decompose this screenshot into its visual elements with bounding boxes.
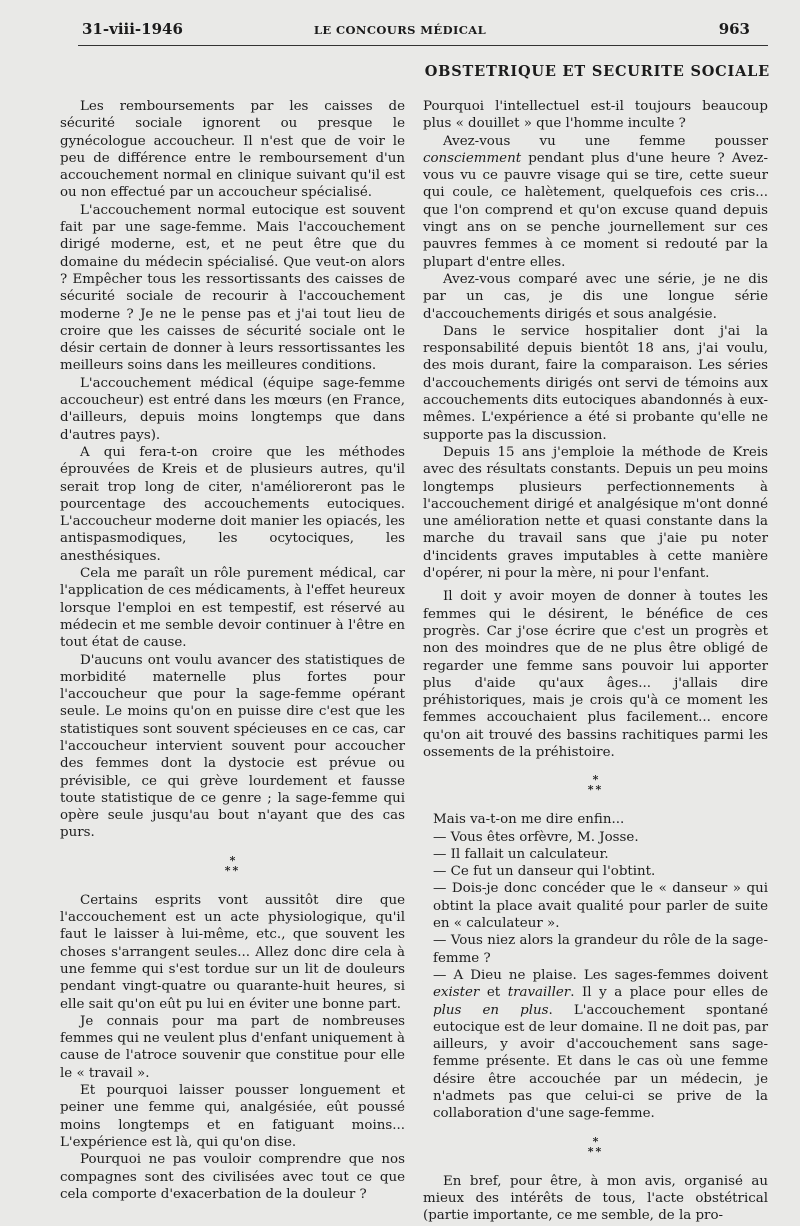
right-column	[423, 98, 768, 1225]
header-date: 31-viii-1946	[82, 20, 183, 38]
paragraph: Avez-vous vu une femme pousser consciemment pendant plus d'une heure ? Avez-vous vu ce pauvre visage qui se tire, cette sueur qui coule, ce halètement, quelquefois ces cris... que l'on comprend et qu'on excuse quand depuis vingt ans on se penche journellement sur ces pauvres femmes à ce moment si redouté par la plupart d'entre elles.	[423, 133, 768, 270]
paragraph: Je connais pour ma part de nombreuses femmes qui ne veulent plus d'enfant uniquement à cause de l'atroce souvenir que constitue pour elle le « travail ».	[60, 1013, 405, 1081]
paragraph: Avez-vous comparé avec une série, je ne dis par un cas, je dis une longue série d'accouchements dirigés et sous analgésie.	[423, 271, 768, 322]
paragraph: Certains esprits vont aussitôt dire que l'accouchement est un acte physiologique, qu'il faut le laisser à lui-même, etc., que souvent les choses s'arrangent seules... Allez donc dire cela à une femme qui s'est tordue sur un lit de douleurs pendant vingt-quatre ou quarante-huit heures, si elle sait qu'on eût pu lui en éviter une bonne part.	[60, 892, 405, 1012]
paragraph: Et pourquoi laisser pousser longuement et peiner une femme qui, analgésiée, eût poussé moins longtemps et en fatiguant moins... L'expérience est là, qui qu'on dise.	[60, 1083, 405, 1150]
dialogue-line: — Il fallait un calculateur.	[433, 846, 609, 862]
dialogue-line: Mais va-t-on me dire enfin...	[433, 812, 625, 828]
dialogue-line: — Ce fut un danseur qui l'obtint.	[433, 864, 656, 880]
paragraph: Dans le service hospitalier dont j'ai la responsabilité depuis bientôt 18 ans, j'ai voulu, des mois durant, faire la comparaison. Les séries d'accouchements dirigés ont servi de témoins aux accouchements dits eutociques abandonnés à eux-mêmes. L'expérience a été si probante qu'elle ne supporte pas la discussion.	[423, 323, 768, 443]
paragraph: L'accouchement normal eutocique est souvent fait par une sage-femme. Mais l'accouchement dirigé moderne, est, et ne peut être que du domaine du médecin spécialisé. Que veut-on alors ? Empêcher tous les ressortissants des caisses de sécurité sociale de recourir à l'accouchement moderne ? Je ne le pense pas et j'ai tout lieu de croire que les caisses de sécurité sociale ont le désir certain de donner à leurs ressortissantes les meilleurs soins dans les meilleures conditions.	[60, 202, 405, 374]
dialogue-line: — Vous êtes orfèvre, M. Josse.	[433, 829, 639, 845]
dialogue-line: — Vous niez alors la grandeur du rôle de la sage-femme ?	[433, 933, 768, 966]
paragraph: Il doit y avoir moyen de donner à toutes les femmes qui le désirent, le bénéfice de ces progrès. Car j'ose écrire que c'est un progrès et non des moindres que de ne plus être obligé de regarder une femme sans pouvoir lui apporter plus d'aide qu'aux âges... j'allais dire préhistoriques, mais je crois qu'à ce moment les femmes accouchaient plus facilement... encore qu'on ait trouvé des bassins rachitiques parmi les ossements de la préhistoire.	[423, 589, 768, 760]
paragraph: Pourquoi l'intellectuel est-il toujours beaucoup plus « douillet » que l'homme inculte ?	[423, 99, 768, 132]
section-break-ornament: * **	[587, 773, 604, 797]
running-header	[0, 18, 800, 44]
paragraph: L'accouchement médical (équipe sage-femme accoucheur) est entré dans les mœurs (en France, d'ailleurs, depuis moins longtemps que dans d'autres pays).	[60, 375, 405, 443]
section-break-ornament: * **	[224, 853, 241, 877]
dialogue-line: — A Dieu ne plaise. Les sages-femmes doivent exister et travailler. Il y a place pour elles de plus en plus. L'accouchement spontané eutocique est de leur domaine. Il ne doit pas, par ailleurs, y avoir d'accouchement sans sage-femme présente. Et dans le cas où une femme désire être accouchée par un médecin, je n'admets pas que celui-ci se prive de la collaboration d'une sage-femme.	[433, 967, 768, 1122]
left-column	[60, 98, 405, 1203]
paragraph: Cela me paraît un rôle purement médical, car l'application de ces médicaments, à l'effet heureux lorsque l'emploi en est tempestif, est réservé au médecin et me semble devoir continuer à l'être en tout état de cause.	[60, 566, 405, 651]
paragraph: D'aucuns ont voulu avancer des statistiques de morbidité maternelle plus fortes pour l'accoucheur que pour la sage-femme opérant seule. Le moins qu'on en puisse dire c'est que les statistiques sont souvent spécieuses en ce cas, car l'accoucheur intervient souvent pour accoucher des femmes dont la dystocie est prévue ou prévisible, ce qui grève lourdement et fausse toute statistique de ce genre ; la sage-femme qui opère seule jusqu'au bout n'ayant que des cas purs.	[60, 652, 405, 841]
paragraph: A qui fera-t-on croire que les méthodes éprouvées de Kreis et de plusieurs autres, qu'il serait trop long de citer, n'amélioreront pas le pourcentage des accouchements eutociques. L'accoucheur moderne doit manier les opiacés, les antispasmodiques, les ocytociques, les anesthésiques.	[60, 444, 405, 564]
header-journal-title: LE CONCOURS MÉDICAL	[313, 23, 487, 37]
header-rule	[78, 45, 768, 46]
paragraph: Pourquoi ne pas vouloir comprendre que nos compagnes sont des civilisées avec tout ce que cela comporte d'exacerbation de la douleur ?	[60, 1152, 405, 1202]
dialogue-line: — Dois-je donc concéder que le « danseur » qui obtint la place avait qualité pour parler de suite en « calculateur ».	[433, 881, 768, 932]
page-number: 963	[718, 20, 750, 38]
section-break-ornament: * **	[587, 1134, 604, 1158]
paragraph: En bref, pour être, à mon avis, organisé au mieux des intérêts de tous, l'acte obstétrical (partie importante, ce me semble, de la pro-	[423, 1173, 768, 1224]
paragraph: Depuis 15 ans j'emploie la méthode de Kreis avec des résultats constants. Depuis un peu moins longtemps plusieurs perfectionnements à l'accouchement dirigé et analgésique m'ont donné une amélioration nette et quasi constante dans la marche du travail sans que j'aie pu noter d'incidents graves imputables à cette manière d'opérer, ni pour la mère, ni pour l'enfant.	[423, 444, 768, 582]
paragraph: Les remboursements par les caisses de sécurité sociale ignorent ou presque le gynécologue accoucheur. Il n'est que de voir le peu de différence entre le remboursement d'un accouchement normal en clinique suivant qu'il est ou non effectué par un accoucheur spécialisé.	[60, 99, 405, 201]
section-title: OBSTETRIQUE ET SECURITE SOCIALE	[424, 63, 770, 80]
